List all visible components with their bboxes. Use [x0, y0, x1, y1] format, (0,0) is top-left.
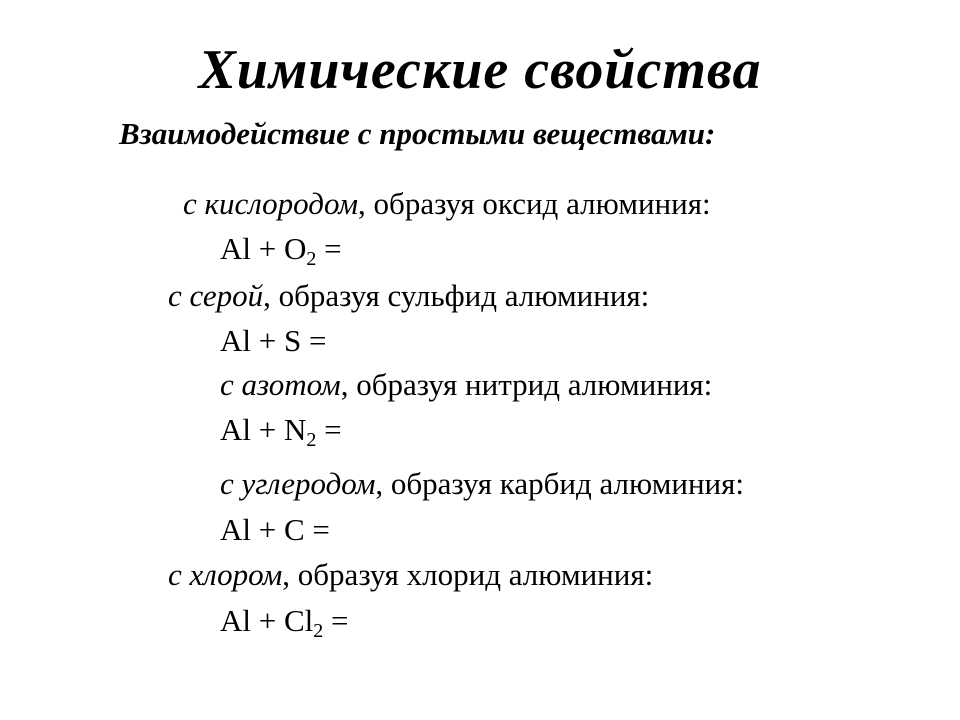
chlorine-description — [168, 559, 653, 590]
sulfur-equation-left: Al + S = — [220, 323, 327, 358]
nitrogen-equation-subscript: 2 — [306, 429, 317, 451]
chlorine-equation-subscript: 2 — [313, 620, 324, 642]
nitrogen-description — [220, 369, 712, 400]
chlorine-reagent: с хлором — [168, 557, 283, 592]
oxygen-equation-subscript: 2 — [306, 248, 317, 270]
nitrogen-equation-left: Al + N — [220, 412, 307, 447]
carbon-description-text: , образуя карбид алюминия: — [375, 466, 744, 501]
chlorine-description-text: , образуя хлорид алюминия: — [282, 557, 654, 592]
oxygen-description — [183, 188, 711, 219]
carbon-reagent: с углеродом — [220, 466, 376, 501]
chlorine-equation-right: = — [323, 603, 349, 638]
sulfur-description-text: , образуя сульфид алюминия: — [263, 278, 650, 313]
chlorine-equation-left: Al + Cl — [220, 603, 314, 638]
nitrogen-equation-right: = — [316, 412, 342, 447]
oxygen-equation-left: Al + O — [220, 231, 307, 266]
carbon-equation-left: Al + C = — [220, 512, 330, 547]
carbon-description — [220, 468, 744, 499]
oxygen-equation-right: = — [316, 231, 342, 266]
oxygen-description-text: , образуя оксид алюминия: — [358, 186, 711, 221]
slide-subtitle: Взаимодействие с простыми веществами: — [119, 116, 716, 151]
oxygen-reagent: с кислородом — [183, 186, 359, 221]
oxygen-equation — [220, 231, 342, 270]
sulfur-reagent: с серой — [168, 278, 264, 313]
sulfur-equation — [220, 325, 326, 356]
slide-title: Химические свойства — [198, 39, 762, 101]
chlorine-equation — [220, 603, 349, 642]
nitrogen-equation — [220, 412, 342, 451]
nitrogen-reagent: с азотом — [220, 367, 341, 402]
carbon-equation — [220, 514, 330, 545]
sulfur-description — [168, 280, 649, 311]
nitrogen-description-text: , образуя нитрид алюминия: — [340, 367, 713, 402]
